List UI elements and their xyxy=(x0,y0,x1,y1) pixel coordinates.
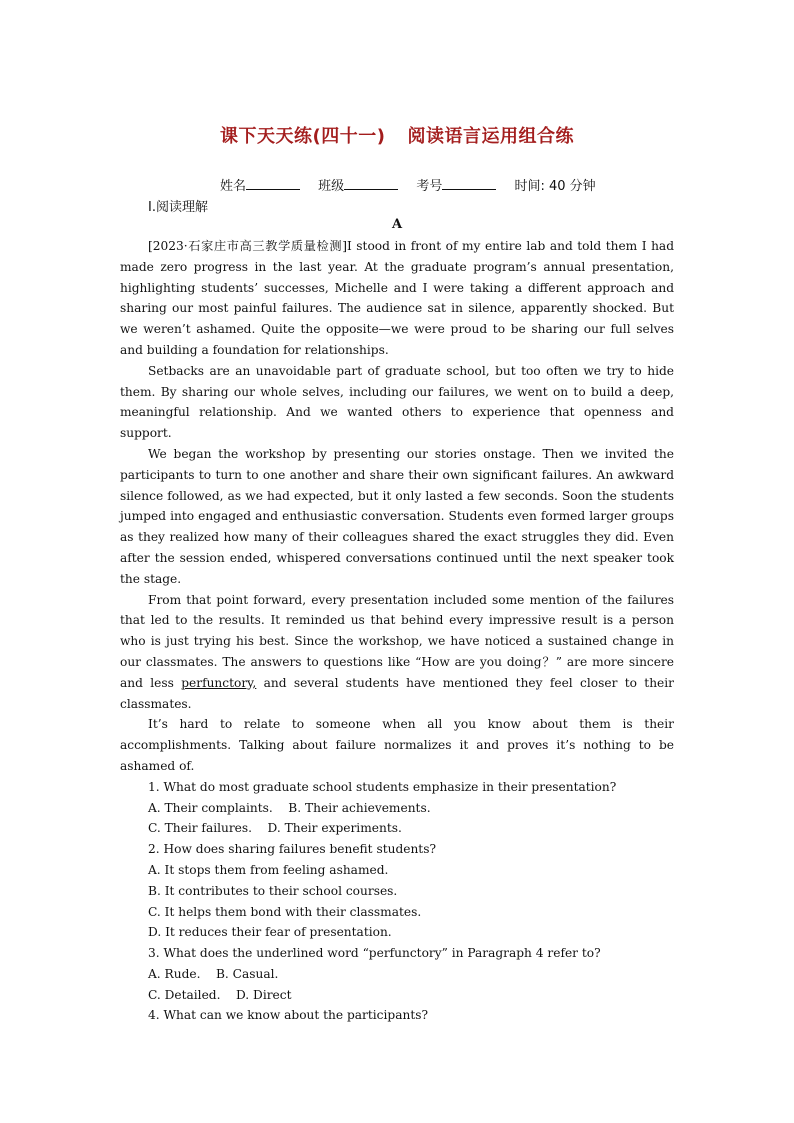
question-2-stem: 2. How does sharing failures benefit students? xyxy=(148,842,436,857)
question-2-option-b: B. It contributes to their school courses. xyxy=(148,883,398,898)
section-heading: Ⅰ.阅读理解 xyxy=(148,200,208,215)
question-2-option-d: D. It reduces their fear of presentation. xyxy=(148,925,392,940)
paragraph-4: From that point forward, every presentation included some mention of the failures that led to the results. It reminded us that behind every impressive result is a person who is just trying his best. Since the workshop, we have noticed a sustained change in our classmates. The answers to questions like “How are you doing？” are more sincere and less perfunctory, and several students have mentioned they feel closer to their classmates. xyxy=(120,592,674,711)
paragraph-1: [2023·石家庄市高三教学质量检测]I stood in front of my entire lab and told them I had made zero progress in the last year. At the graduate program’s annual presentation, highlighting students’ successes, Michelle and I were taking a different approach and sharing our most painful failures. The audience sat in silence, apparently shocked. But we weren’t ashamed. Quite the opposite—we were proud to be sharing our full selves and building a foundation for relationships. xyxy=(120,239,674,357)
question-3-options-row-1: A. Rude. B. Casual. xyxy=(148,966,279,981)
paragraph-2: Setbacks are an unavoidable part of graduate school, but too often we try to hide them. By sharing our whole selves, including our failures, we went on to build a deep, meaningful relationship. And we wanted others to experience that openness and support. xyxy=(120,363,674,441)
question-3-options-row-2: C. Detailed. D. Direct xyxy=(148,987,292,1002)
class-blank[interactable] xyxy=(344,177,398,190)
question-1-stem: 1. What do most graduate school students emphasize in their presentation? xyxy=(148,779,617,794)
question-2-option-c: C. It helps them bond with their classmates. xyxy=(148,904,422,919)
class-label: 班级 xyxy=(318,179,345,194)
name-blank[interactable] xyxy=(246,177,300,190)
question-3-stem: 3. What does the underlined word “perfunctory” in Paragraph 4 refer to? xyxy=(148,946,601,961)
title-sub: 阅读语言运用组合练 xyxy=(407,126,574,147)
student-info-line xyxy=(220,175,680,194)
question-1-options-row-1: A. Their complaints. B. Their achievements. xyxy=(148,800,431,815)
source-citation: [2023·石家庄市高三教学质量检测] xyxy=(148,239,347,253)
time-limit: 时间: 40 分钟 xyxy=(514,179,596,194)
passage-body xyxy=(120,236,674,1026)
question-2-option-a: A. It stops them from feeling ashamed. xyxy=(148,862,389,877)
underlined-word: perfunctory, xyxy=(181,675,257,690)
question-1-options-row-2: C. Their failures. D. Their experiments. xyxy=(148,821,402,836)
exam-label: 考号 xyxy=(416,179,443,194)
paragraph-5: It’s hard to relate to someone when all you know about them is their accomplishments. Talking about failure normalizes it and proves it’s nothing to be ashamed of. xyxy=(120,717,674,773)
exam-number-blank[interactable] xyxy=(442,177,496,190)
question-4-stem: 4. What can we know about the participants? xyxy=(148,1008,429,1023)
name-label: 姓名 xyxy=(220,179,247,194)
passage-label: A xyxy=(391,217,403,232)
paragraph-3: We began the workshop by presenting our stories onstage. Then we invited the participants to turn to one another and share their own significant failures. An awkward silence followed, as we had expected, but it only lasted a few seconds. Soon the students jumped into engaged and enthusiastic conversation. Students even formed larger groups as they realized how many of their colleagues shared the exact struggles they did. Even after the session ended, whispered conversations continued until the next speaker took the stage. xyxy=(120,446,674,586)
title-main: 课下天天练(四十一) xyxy=(220,126,386,147)
page-title xyxy=(0,122,794,148)
